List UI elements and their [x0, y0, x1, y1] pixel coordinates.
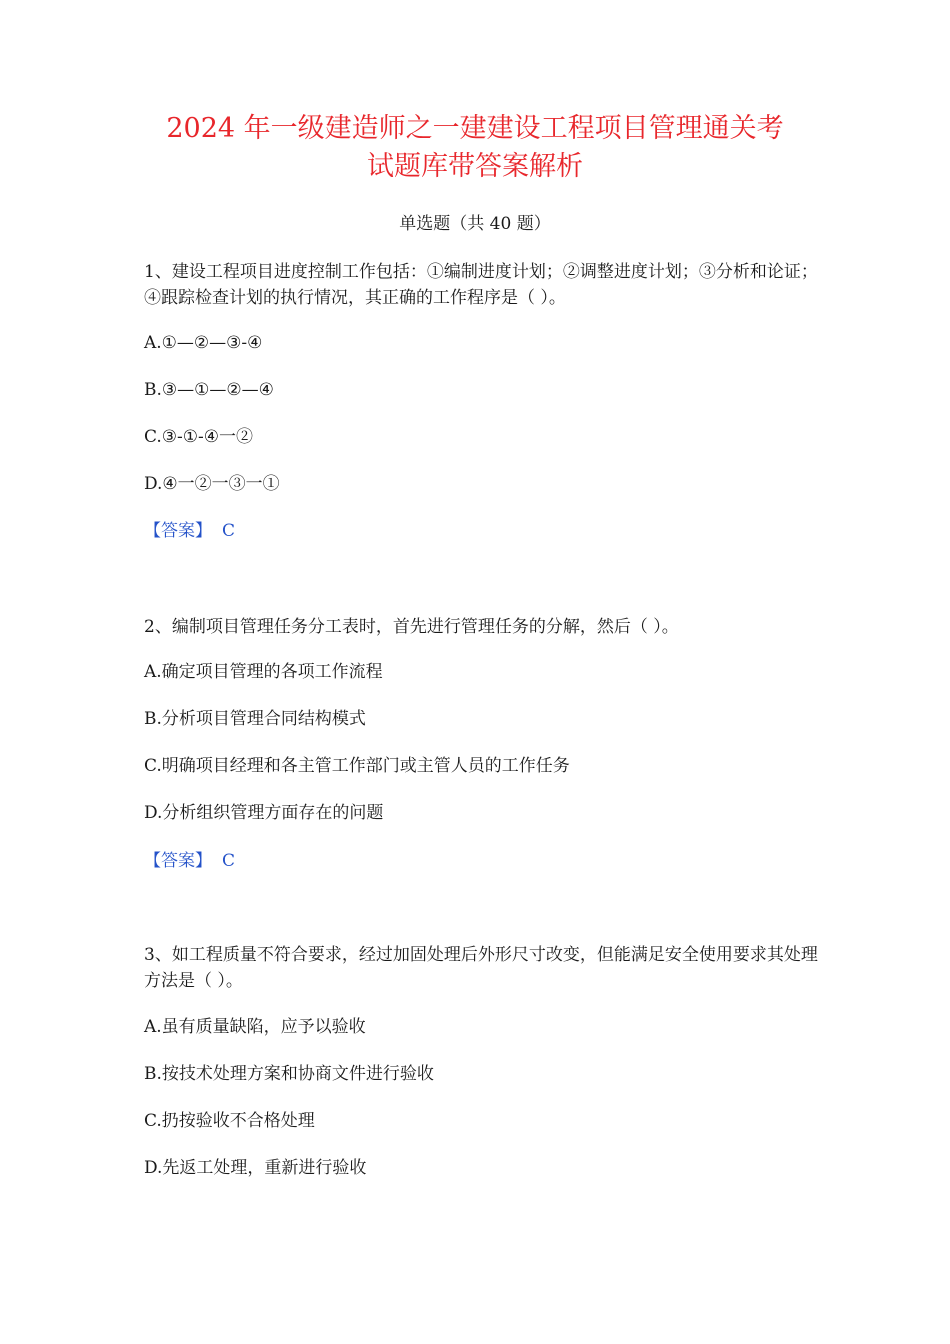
- question-2-answer: [144, 849, 235, 873]
- answer-label: 【答案】: [144, 851, 212, 871]
- question-2-option-a: A.确定项目管理的各项工作流程: [144, 662, 383, 682]
- document-title-line-2: 试题库带答案解析: [367, 151, 583, 182]
- question-2-option-c: C.明确项目经理和各主管工作部门或主管人员的工作任务: [144, 756, 570, 776]
- question-1-answer: [144, 519, 235, 543]
- question-2-option-d: D.分析组织管理方面存在的问题: [144, 803, 384, 823]
- question-1-text: 1、建设工程项目进度控制工作包括：①编制进度计划；②调整进度计划；③分析和论证； ④跟踪检查计划的执行情况，其正确的工作程序是（ ）。: [144, 262, 818, 308]
- document-title-line-1: 2024 年一级建造师之一建建设工程项目管理通关考: [166, 113, 784, 144]
- question-1-option-a: A.①—②—③-④: [144, 333, 263, 353]
- question-2-text: 2、编制项目管理任务分工表时，首先进行管理任务的分解，然后（ ）。: [144, 617, 679, 637]
- question-3-option-a: A.虽有质量缺陷，应予以验收: [144, 1017, 366, 1037]
- question-3-option-b: B.按技术处理方案和协商文件进行验收: [144, 1064, 434, 1084]
- question-1-option-b: B.③—①—②—④: [144, 380, 274, 400]
- section-heading: 单选题（共 40 题）: [399, 214, 551, 234]
- question-1-option-d: D.④一②一③一①: [144, 474, 280, 494]
- question-2-option-b: B.分析项目管理合同结构模式: [144, 709, 366, 729]
- question-3-option-c: C.扔按验收不合格处理: [144, 1111, 315, 1131]
- answer-value: C: [222, 521, 236, 541]
- answer-label: 【答案】: [144, 521, 212, 541]
- question-1-option-c: C.③-①-④一②: [144, 427, 254, 447]
- question-3-text: 3、如工程质量不符合要求，经过加固处理后外形尺寸改变，但能满足安全使用要求其处理方法是（ ）。: [144, 945, 818, 991]
- question-3-option-d: D.先返工处理，重新进行验收: [144, 1158, 367, 1178]
- answer-value: C: [222, 851, 236, 871]
